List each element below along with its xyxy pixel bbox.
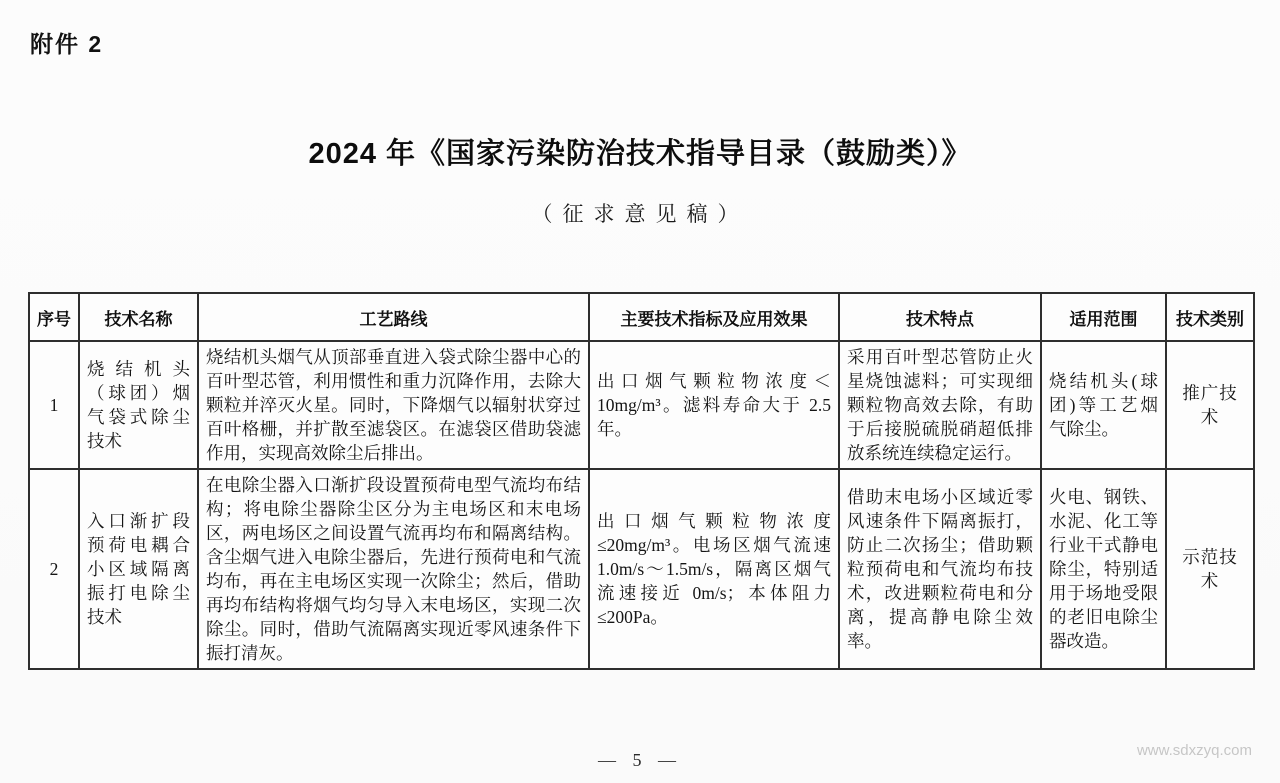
header-tech-name: 技术名称 (79, 293, 198, 341)
cell-tech-name: 入口渐扩段预荷电耦合小区域隔离振打电除尘技术 (79, 469, 198, 669)
cell-category: 推广技术 (1166, 341, 1254, 469)
attachment-label: 附件 2 (30, 31, 104, 57)
header-category: 技术类别 (1166, 293, 1254, 341)
cell-index: 1 (29, 341, 79, 469)
cell-process: 烧结机头烟气从顶部垂直进入袋式除尘器中心的百叶型芯管，利用惯性和重力沉降作用，去除大颗粒并淬灭火星。同时，下降烟气以辐射状穿过百叶格栅，并扩散至滤袋区。在滤袋区借助袋滤作用，实现高效除尘后排出。 (198, 341, 589, 469)
document-subtitle: （征求意见稿） (531, 202, 749, 226)
watermark: www.sdxzyq.com (1136, 742, 1252, 759)
table-row (29, 341, 1254, 469)
cell-scope: 火电、钢铁、水泥、化工等行业干式静电除尘，特别适用于场地受限的老旧电除尘器改造。 (1041, 469, 1166, 669)
cell-category: 示范技术 (1166, 469, 1254, 669)
cell-indicators: 出口烟气颗粒物浓度＜10mg/m³。滤料寿命大于 2.5 年。 (589, 341, 839, 469)
header-indicators: 主要技术指标及应用效果 (589, 293, 839, 341)
cell-index: 2 (29, 469, 79, 669)
header-scope: 适用范围 (1041, 293, 1166, 341)
header-process: 工艺路线 (198, 293, 589, 341)
cell-scope: 烧结机头(球团)等工艺烟气除尘。 (1041, 341, 1166, 469)
cell-features: 借助末电场小区域近零风速条件下隔离振打，防止二次扬尘；借助颗粒预荷电和气流均布技术，改进颗粒荷电和分离，提高静电除尘效率。 (839, 469, 1041, 669)
header-features: 技术特点 (839, 293, 1041, 341)
cell-tech-name: 烧结机头（球团）烟气袋式除尘技术 (79, 341, 198, 469)
cell-process: 在电除尘器入口渐扩段设置预荷电型气流均布结构；将电除尘器除尘区分为主电场区和末电场区，两电场区之间设置气流再均布和隔离结构。含尘烟气进入电除尘器后，先进行预荷电和气流均布，再在主电场区实现一次除尘；然后，借助再均布结构将烟气均匀导入末电场区，实现二次除尘。同时，借助气流隔离实现近零风速条件下振打清灰。 (198, 469, 589, 669)
table-row (29, 469, 1254, 669)
cell-features: 采用百叶型芯管防止火星烧蚀滤料；可实现细颗粒物高效去除，有助于后接脱硫脱硝超低排放系统连续稳定运行。 (839, 341, 1041, 469)
technology-catalog-table (28, 292, 1255, 670)
cell-indicators: 出口烟气颗粒物浓度≤20mg/m³。电场区烟气流速 1.0m/s～1.5m/s，隔离区烟气流速接近 0m/s；本体阻力≤200Pa。 (589, 469, 839, 669)
document-title: 2024 年《国家污染防治技术指导目录（鼓励类）》 (308, 138, 972, 170)
header-index: 序号 (29, 293, 79, 341)
table-header-row (29, 293, 1254, 341)
page-number: — 5 — (598, 750, 682, 770)
